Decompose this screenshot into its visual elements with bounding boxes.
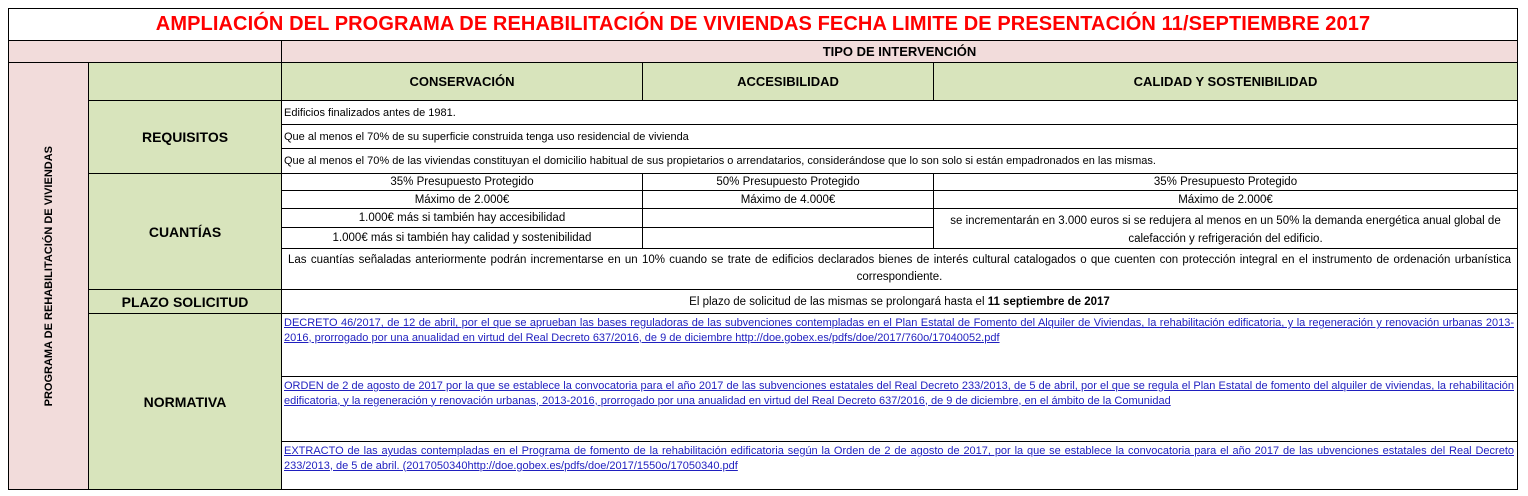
cuantias-nota: Las cuantías señaladas anteriormente podrán incrementarse en un 10% cuando se trate de edificios declarados bienes de interés cultural catalogados o que cuenten con protección integral en el instrumento de ordenación urbanística correspondiente. — [281, 248, 1518, 290]
cuantia-conservacion-presupuesto: 35% Presupuesto Protegido — [281, 173, 643, 191]
program-vertical-label — [8, 62, 89, 490]
cuantia-conservacion-maximo: Máximo de 2.000€ — [281, 190, 643, 209]
cuantia-calidad-presupuesto: 35% Presupuesto Protegido — [933, 173, 1518, 191]
plazo-fecha: 11 septiembre de 2017 — [987, 295, 1110, 308]
requisito-item: Edificios finalizados antes de 1981. — [281, 100, 1518, 125]
row-label-normativa: NORMATIVA — [88, 313, 282, 490]
cuantia-conservacion-accesibilidad: 1.000€ más si también hay accesibilidad — [281, 208, 643, 228]
program-label-text: PROGRAMA DE REHABILITACIÓN DE VIVIENDAS — [42, 145, 55, 407]
cuantia-calidad-maximo: Máximo de 2.000€ — [933, 190, 1518, 209]
requisito-item: Que al menos el 70% de su superficie construida tenga uso residencial de vivienda — [281, 124, 1518, 149]
col-header-calidad: CALIDAD Y SOSTENIBILIDAD — [933, 62, 1518, 101]
blank-column-header — [88, 62, 282, 101]
normativa-link-extracto[interactable]: EXTRACTO de las ayudas contempladas en el Programa de fomento de la rehabilitación edificatoria según la Orden de 2 de agosto de 2017, por la que se establece la convocatoria para el año 2017 de las ubvenciones estatales del Real Decreto 233/2013, de 5 de abril. (2017050340http://doe.gobex.es/pdfs/doe/2017/1550o/17050340.pdf — [281, 441, 1518, 490]
col-header-accesibilidad: ACCESIBILIDAD — [642, 62, 934, 101]
normativa-link-decreto[interactable]: DECRETO 46/2017, de 12 de abril, por el que se aprueban las bases reguladoras de las subvenciones contempladas en el Plan Estatal de Fomento del Alquiler de Viviendas, la rehabilitación edificatoria, y la regeneración y renovación urbanas 2013-2016, prorrogado por una anualidad en virtud del Real Decreto 637/2016, de 9 de diciembre http://doe.gobex.es/pdfs/doe/2017/760o/17040052.pdf — [281, 313, 1518, 377]
empty-cell — [642, 227, 934, 249]
normativa-link-orden[interactable]: ORDEN de 2 de agosto de 2017 por la que se establece la convocatoria para el año 2017 de las subvenciones estatales del Real Decreto 233/2013, de 5 de abril, por el que se regula el Plan Estatal de fomento del alquiler de viviendas, la rehabilitación edificatoria, y la regeneración y renovación urbanas, 2013-2016, prorrogado por una anualidad en virtud del Real Decreto 637/2016, de 9 de diciembre, en el ámbito de la Comunidad — [281, 376, 1518, 442]
row-label-requisitos: REQUISITOS — [88, 100, 282, 174]
row-label-plazo: PLAZO SOLICITUD — [88, 289, 282, 314]
plazo-texto — [281, 289, 1518, 314]
col-header-conservacion: CONSERVACIÓN — [281, 62, 643, 101]
blank-header-cell — [8, 40, 282, 63]
tipo-intervencion-header: TIPO DE INTERVENCIÓN — [281, 40, 1518, 63]
empty-cell — [642, 208, 934, 228]
cuantia-accesibilidad-maximo: Máximo de 4.000€ — [642, 190, 934, 209]
cuantia-accesibilidad-presupuesto: 50% Presupuesto Protegido — [642, 173, 934, 191]
requisito-item: Que al menos el 70% de las viviendas constituyan el domicilio habitual de sus propietarios o arrendatarios, considerándose que lo son solo si están empadronados en las mismas. — [281, 148, 1518, 174]
plazo-text-main: El plazo de solicitud de las mismas se prolongará hasta el — [689, 295, 985, 308]
row-label-cuantias: CUANTÍAS — [88, 173, 282, 290]
page-title: AMPLIACIÓN DEL PROGRAMA DE REHABILITACIÓN DE VIVIENDAS FECHA LIMITE DE PRESENTACIÓN 11/SEPTIEMBRE 2017 — [8, 8, 1518, 41]
cuantia-calidad-incremento: se incrementarán en 3.000 euros si se redujera al menos en un 50% la demanda energética anual global de calefacción y refrigeración del edificio. — [933, 208, 1518, 249]
cuantia-conservacion-calidad: 1.000€ más si también hay calidad y sostenibilidad — [281, 227, 643, 249]
